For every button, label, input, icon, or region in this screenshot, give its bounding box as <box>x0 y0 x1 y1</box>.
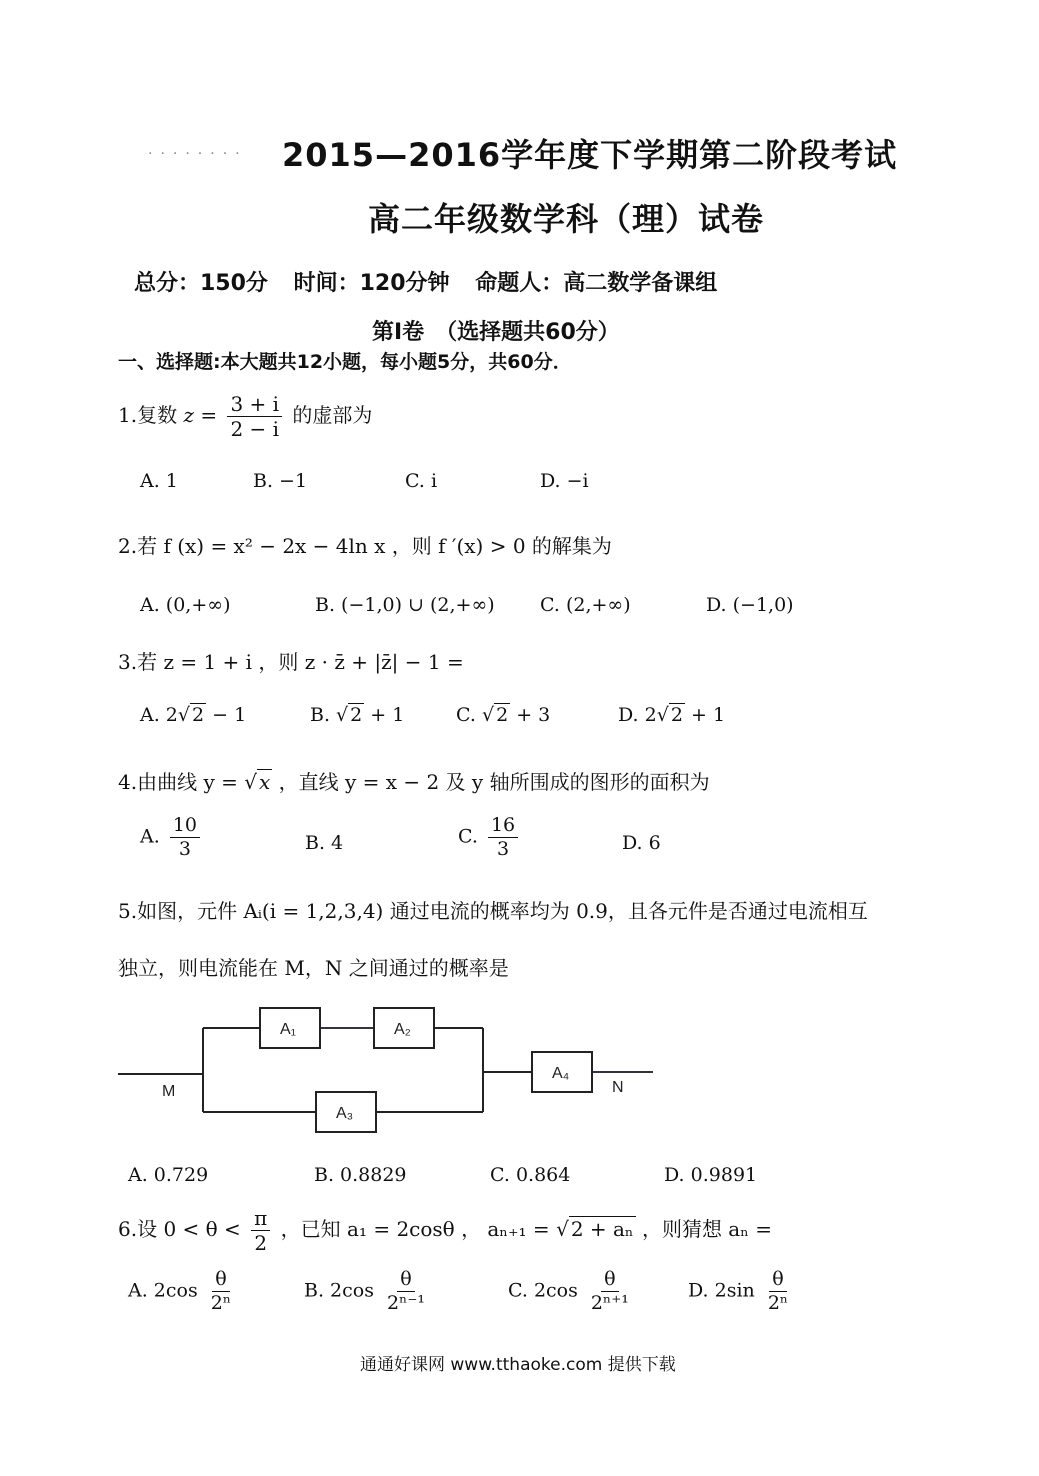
question-3: 3.若 z = 1 + i ，则 z · z̄ + |z̄| − 1 = <box>118 650 464 674</box>
q4-radicand: x <box>258 770 271 794</box>
q6-prefix: 6.设 0 < θ < <box>118 1217 241 1241</box>
q6-d-den: 2ⁿ <box>767 1291 789 1314</box>
label-a2: A₂ <box>394 1021 411 1038</box>
q2-option-b: B. (−1,0) ∪ (2,+∞) <box>315 594 495 616</box>
section-title: 第Ⅰ卷 （选择题共60分） <box>372 320 620 345</box>
q6-middle: ，已知 a₁ = 2cosθ ， aₙ₊₁ = <box>280 1217 550 1241</box>
q4-c-num: 16 <box>488 814 518 838</box>
q4-a-num: 10 <box>170 814 200 838</box>
section-instructions: 一、选择题:本大题共12小题，每小题5分，共60分． <box>118 351 572 373</box>
q3-b-suffix: + 1 <box>370 704 405 726</box>
q6-a-den: 2ⁿ <box>210 1291 232 1314</box>
q6-c-num: θ <box>601 1268 618 1292</box>
q3-d-suffix: + 1 <box>690 704 726 726</box>
question-1 <box>118 392 372 441</box>
page-footer: 通通好课网 www.tthaoke.com 提供下载 <box>360 1355 676 1375</box>
q6-pi: π <box>251 1206 270 1231</box>
q6-b-den: 2ⁿ⁻¹ <box>387 1291 425 1314</box>
label-a1: A₁ <box>280 1021 297 1038</box>
question-5-line1: 5.如图，元件 Aᵢ(i = 1,2,3,4) 通过电流的概率均为 0.9，且各元件是否通过电流相互 <box>118 899 868 923</box>
q6-c-label: C. 2cos <box>508 1279 578 1302</box>
q4-prefix: 4.由曲线 y = <box>118 770 245 794</box>
q6-option-a <box>128 1268 238 1315</box>
exam-meta <box>134 266 735 297</box>
q5-option-a: A. 0.729 <box>128 1164 209 1186</box>
q3-c-radicand: 2 <box>496 704 509 726</box>
q6-b-num: θ <box>397 1268 414 1292</box>
question-4: 4.由曲线 y = √ x ，直线 y = x − 2 及 y 轴所围成的图形的面积为 <box>118 770 710 794</box>
q1-option-d: D. −i <box>540 470 589 492</box>
q4-a-den: 3 <box>178 837 191 860</box>
q6-d-num: θ <box>769 1268 786 1292</box>
exam-author: 命题人：高二数学备课组 <box>475 271 718 296</box>
q6-a-num: θ <box>212 1268 229 1292</box>
q3-a-suffix: − 1 <box>212 704 247 726</box>
q4-option-b: B. 4 <box>305 832 344 854</box>
q6-c-den: 2ⁿ⁺¹ <box>590 1291 629 1314</box>
q4-option-a <box>140 814 204 861</box>
q6-radicand: 2 + aₙ <box>570 1217 634 1241</box>
q4-c-label: C. <box>458 825 478 848</box>
circuit-diagram <box>118 1000 658 1140</box>
question-6: 6.设 0 < θ < $\frac{\pi}{2}$ ，已知 a₁ = 2cosθ ， aₙ₊₁ = √ 2 + aₙ ，则猜想 aₙ = <box>118 1206 773 1255</box>
q1-option-b: B. −1 <box>253 470 308 492</box>
q1-option-c: C. i <box>405 470 438 492</box>
q1-option-a: A. 1 <box>140 470 178 492</box>
q6-b-label: B. 2cos <box>304 1279 374 1302</box>
question-5-line2: 独立，则电流能在 M，N 之间通过的概率是 <box>118 956 509 980</box>
q4-option-d: D. 6 <box>622 832 661 854</box>
q6-suffix: ，则猜想 aₙ = <box>641 1217 773 1241</box>
q2-option-a: A. (0,+∞) <box>140 594 231 616</box>
decorative-dots: ........ <box>148 142 248 158</box>
q6-two: 2 <box>254 1231 268 1255</box>
q1-prefix: 1.复数 <box>118 403 178 427</box>
q1-z: z = <box>183 403 218 427</box>
q5-option-c: C. 0.864 <box>490 1164 571 1186</box>
q3-option-b: B. √ 2 + 1 <box>310 704 405 726</box>
exam-title: 2015—2016学年度下学期第二阶段考试 <box>282 136 898 174</box>
q3-d-radicand: 2 <box>670 704 683 726</box>
q3-c-suffix: + 3 <box>516 704 551 726</box>
q1-fraction <box>227 392 282 441</box>
q6-option-c <box>508 1268 636 1315</box>
exam-time: 时间：120分钟 <box>293 271 450 296</box>
q1-denominator: 2 − i <box>230 417 280 441</box>
q4-c-den: 3 <box>497 837 510 860</box>
total-score: 总分：150分 <box>134 271 268 296</box>
q3-b-prefix: B. <box>310 704 337 726</box>
label-a3: A₃ <box>336 1105 354 1122</box>
q3-c-prefix: C. <box>456 704 482 726</box>
question-2: 2.若 f (x) = x² − 2x − 4ln x ，则 f ′(x) > 0 的解集为 <box>118 534 612 558</box>
q4-option-c <box>458 814 522 861</box>
label-a4: A₄ <box>552 1065 570 1082</box>
q1-numerator: 3 + i <box>227 392 282 417</box>
q5-option-d: D. 0.9891 <box>664 1164 758 1186</box>
q6-a-label: A. 2cos <box>128 1279 198 1302</box>
exam-subtitle: 高二年级数学科（理）试卷 <box>368 200 765 238</box>
q6-option-b <box>304 1268 432 1315</box>
label-m: M <box>162 1083 176 1100</box>
q3-a-radicand: 2 <box>192 704 205 726</box>
q3-option-c: C. √ 2 + 3 <box>456 704 551 726</box>
q2-option-c: C. (2,+∞) <box>540 594 631 616</box>
q5-option-b: B. 0.8829 <box>314 1164 407 1186</box>
q3-d-prefix: D. 2 <box>618 704 657 726</box>
q4-a-label: A. <box>140 825 160 848</box>
q4-suffix: ，直线 y = x − 2 及 y 轴所围成的图形的面积为 <box>272 770 710 794</box>
q1-suffix: 的虚部为 <box>292 403 373 427</box>
q2-option-d: D. (−1,0) <box>706 594 794 616</box>
label-n: N <box>612 1079 624 1096</box>
q3-a-prefix: A. 2 <box>140 704 178 726</box>
q3-option-d: D. 2√ 2 + 1 <box>618 704 726 726</box>
q6-option-d <box>688 1268 795 1315</box>
q3-b-radicand: 2 <box>350 704 363 726</box>
q6-d-label: D. 2sin <box>688 1279 755 1302</box>
q3-option-a: A. 2√ 2 − 1 <box>140 704 247 726</box>
